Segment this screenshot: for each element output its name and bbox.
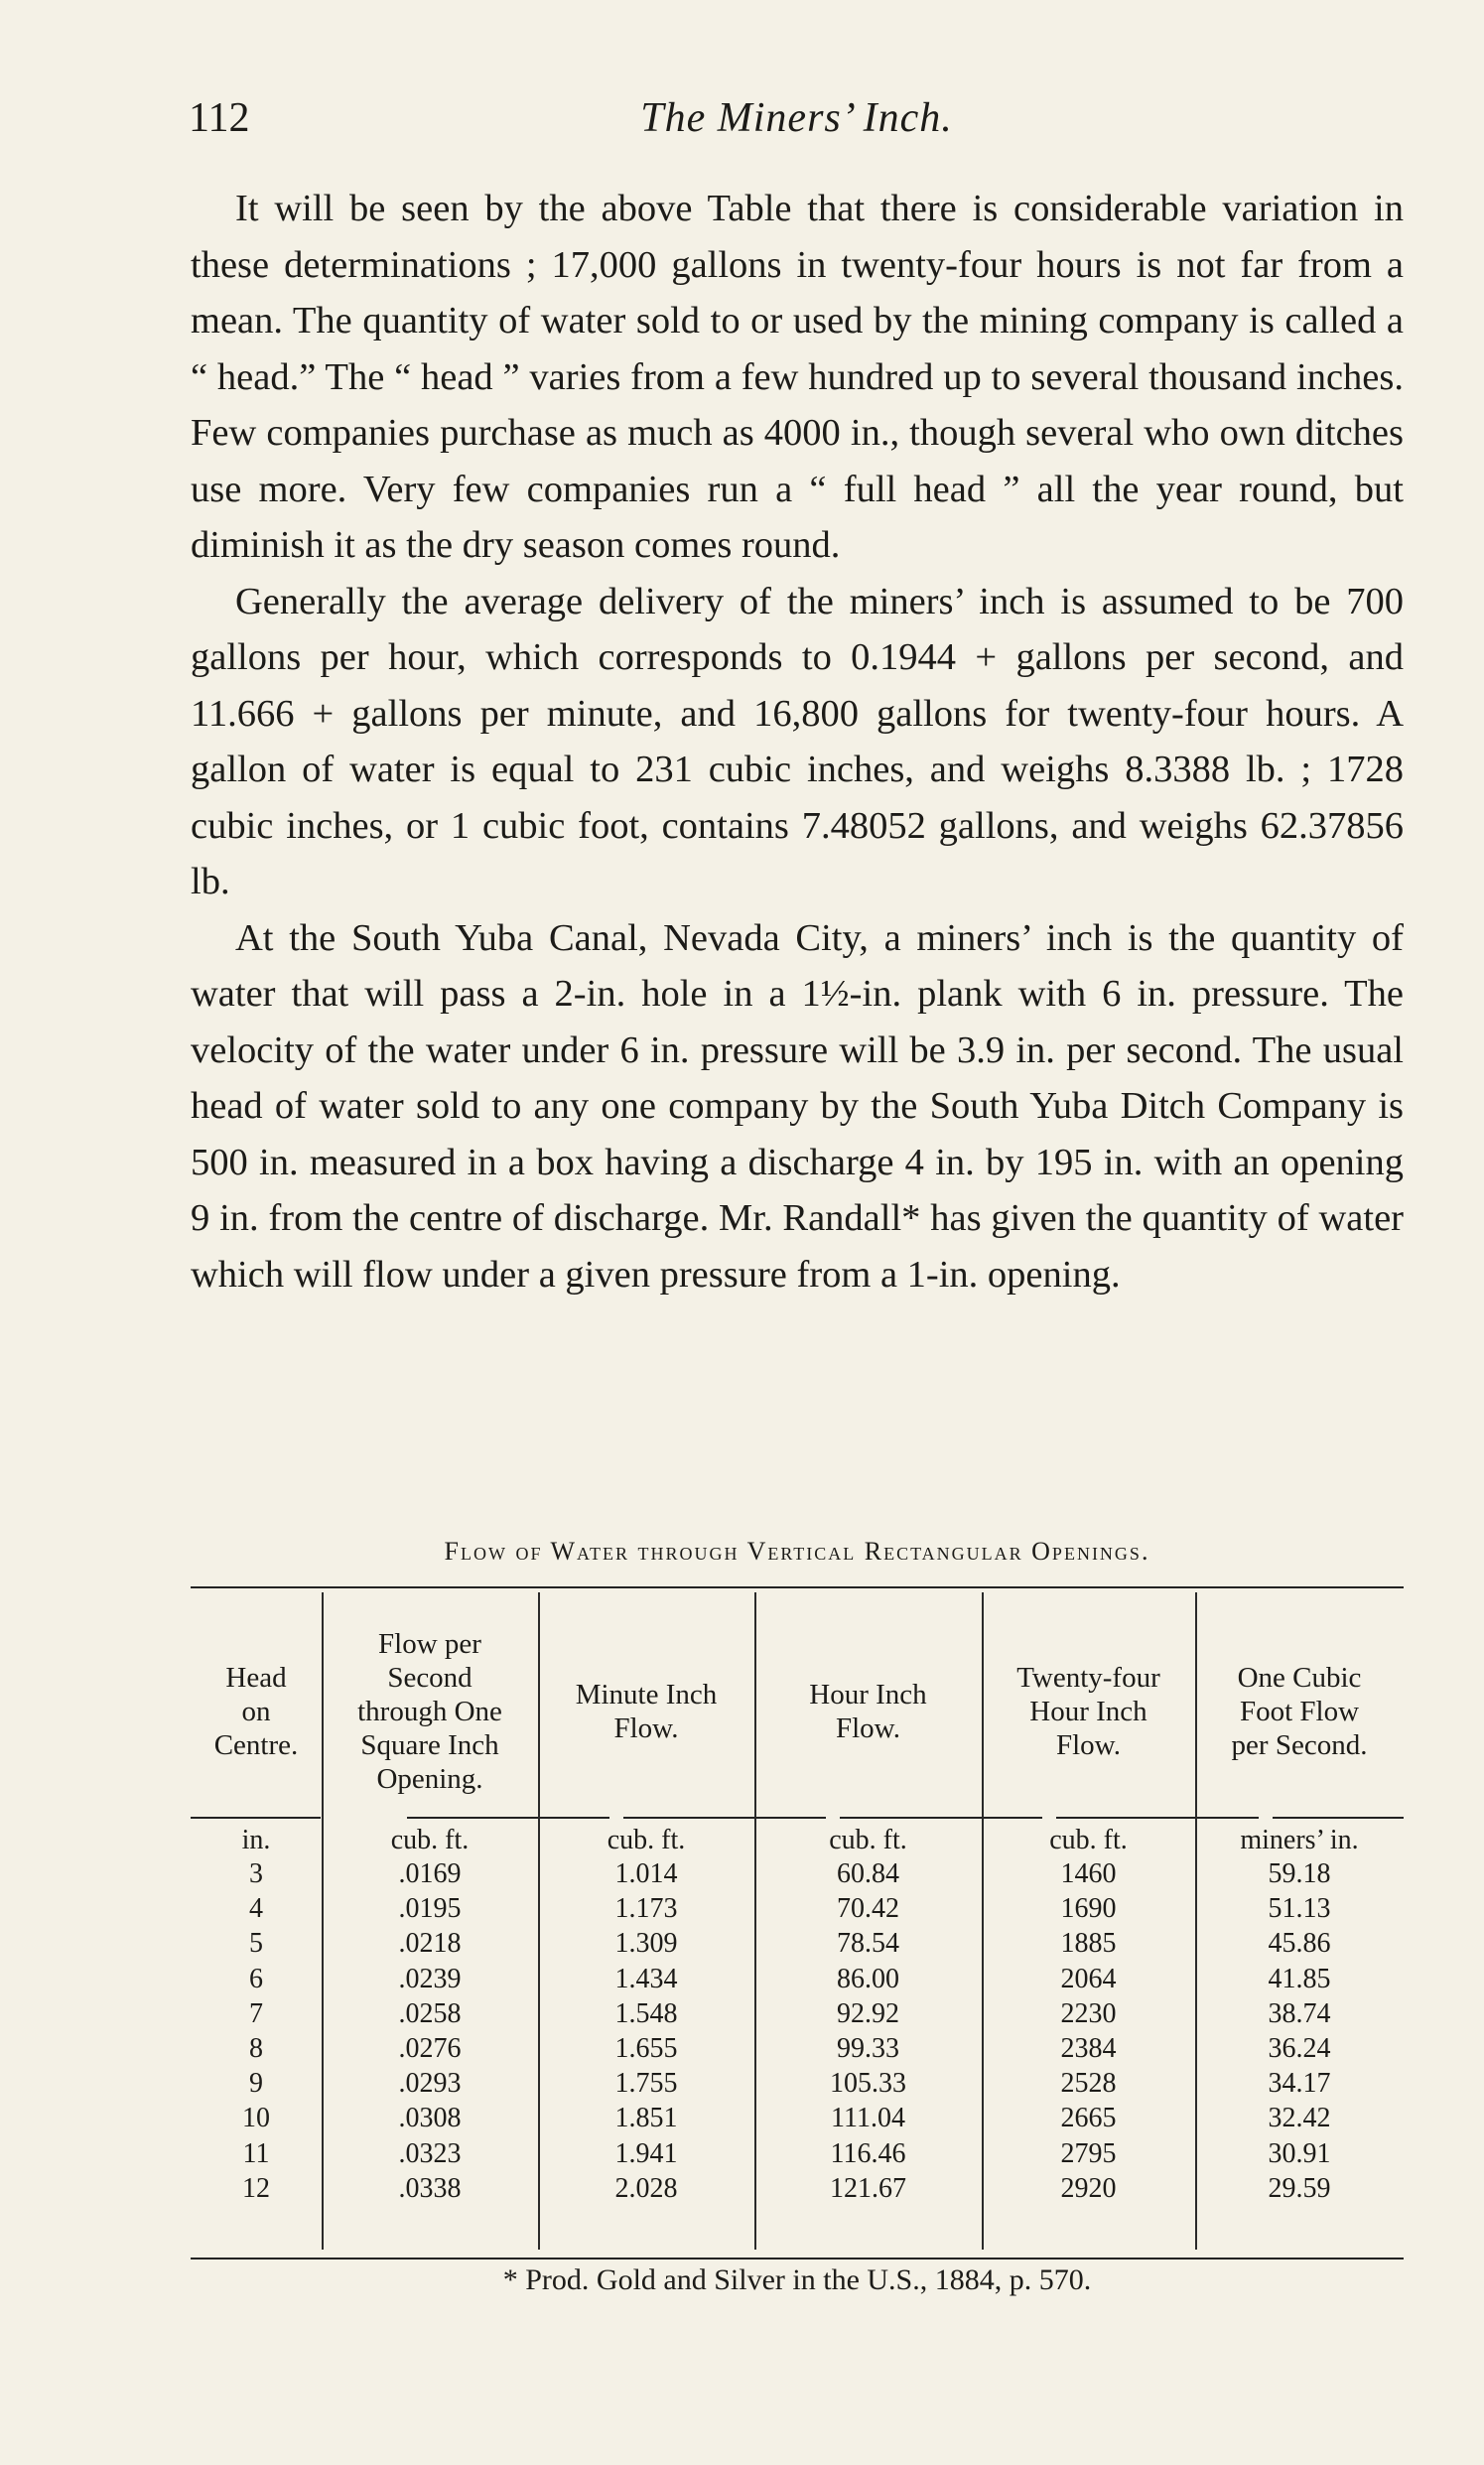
table-cell: 30.91 bbox=[1268, 2137, 1331, 2169]
column-header: Twenty-four Hour Inch Flow. bbox=[1016, 1662, 1160, 1761]
column-unit: cub. ft. bbox=[390, 1825, 470, 1855]
table-cell: 99.33 bbox=[837, 2032, 899, 2064]
paragraph: Generally the average delivery of the miners’ inch is assumed to be 700 gallons per hour, which corresponds to 0.1944 + gallons per second, and 11.666 + gallons per minute, and 16,800 gallons for twenty-four hours. A gallon of water is equal to 231 cubic inches, and weighs 8.3388 lb. ; 1728 cubic inches, or 1 cubic foot, contains 7.48052 gallons, and weighs 62.37856 lb. bbox=[191, 580, 1404, 902]
column-header: Head on Centre. bbox=[213, 1662, 299, 1761]
footnote: * Prod. Gold and Silver in the U.S., 1884, p. 570. bbox=[502, 2263, 1092, 2296]
paragraph: It will be seen by the above Table that there is considerable variation in these determinations ; 17,000 gallons in twenty-four hours is not far from a mean. The quantity of water sold to or used by the mining company is called a “ head.” The “ head ” varies from a few hundred up to several thousand inches. Few companies purchase as much as 4000 in., though several who own ditches use more. Very few companies run a “ full head ” all the year round, but diminish it as the dry season comes round. bbox=[191, 188, 1404, 566]
table-cell: .0293 bbox=[398, 2068, 462, 2100]
column-minute-inch-flow bbox=[538, 1586, 754, 2258]
column-values bbox=[322, 1856, 538, 2206]
table-cell: 45.86 bbox=[1268, 1928, 1331, 1960]
table-cell: .0323 bbox=[398, 2137, 462, 2169]
column-header: One Cubic Foot Flow per Second. bbox=[1231, 1662, 1368, 1761]
table-cell: 5 bbox=[249, 1928, 263, 1960]
column-values bbox=[538, 1856, 754, 2206]
table-cell: 60.84 bbox=[837, 1858, 899, 1889]
table-cell: .0338 bbox=[398, 2172, 462, 2204]
column-header: Flow per Second through One Square Inch Opening. bbox=[357, 1628, 502, 1795]
table-cell: 1.434 bbox=[614, 1963, 678, 1994]
column-header: Hour Inch Flow. bbox=[809, 1679, 927, 1744]
table-cell: 111.04 bbox=[831, 2103, 905, 2134]
table-cell: 12 bbox=[242, 2172, 270, 2204]
column-values bbox=[191, 1856, 322, 2206]
column-flow-per-second bbox=[322, 1586, 538, 2258]
table-cell: .0169 bbox=[398, 1858, 462, 1889]
table-cell: 1.755 bbox=[614, 2068, 678, 2100]
table-cell: 41.85 bbox=[1268, 1963, 1331, 1994]
table-cell: .0239 bbox=[398, 1963, 462, 1994]
column-unit: cub. ft. bbox=[607, 1825, 686, 1855]
table-cell: 32.42 bbox=[1268, 2103, 1331, 2134]
table-cell: 11 bbox=[242, 2137, 270, 2169]
body-text bbox=[191, 181, 1404, 1302]
column-unit: cub. ft. bbox=[1049, 1825, 1128, 1855]
table-cell: 2230 bbox=[1060, 1997, 1117, 2029]
column-values bbox=[982, 1856, 1195, 2206]
column-unit: cub. ft. bbox=[829, 1825, 907, 1855]
table-cell: 1.014 bbox=[614, 1858, 678, 1889]
table-bottom-rule bbox=[191, 2258, 1404, 2260]
table-cell: 2.028 bbox=[614, 2172, 678, 2204]
table-cell: 6 bbox=[249, 1963, 263, 1994]
column-cubic-foot-flow bbox=[1195, 1586, 1404, 2258]
table-cell: 1.941 bbox=[614, 2137, 678, 2169]
table-cell: 2920 bbox=[1060, 2172, 1117, 2204]
table-cell: .0218 bbox=[398, 1928, 462, 1960]
table-cell: 10 bbox=[242, 2103, 270, 2134]
table-cell: 59.18 bbox=[1268, 1858, 1331, 1889]
table-cell: 36.24 bbox=[1268, 2032, 1331, 2064]
table-cell: 92.92 bbox=[837, 1997, 899, 2029]
table-cell: .0258 bbox=[398, 1997, 462, 2029]
table-cell: 1.548 bbox=[614, 1997, 678, 2029]
table-cell: 1.173 bbox=[614, 1893, 678, 1925]
column-hour-inch-flow bbox=[754, 1586, 982, 2258]
table-cell: 2795 bbox=[1060, 2137, 1117, 2169]
table-cell: 1885 bbox=[1060, 1928, 1117, 1960]
table-cell: 121.67 bbox=[830, 2172, 906, 2204]
table-cell: 51.13 bbox=[1268, 1893, 1331, 1925]
table-cell: 29.59 bbox=[1268, 2172, 1331, 2204]
column-head-on-centre bbox=[191, 1586, 322, 2258]
table-cell: 3 bbox=[249, 1858, 263, 1889]
table-cell: 70.42 bbox=[837, 1893, 899, 1925]
table-cell: 8 bbox=[249, 2032, 263, 2064]
table-cell: 7 bbox=[249, 1997, 263, 2029]
column-unit: in. bbox=[241, 1825, 271, 1855]
table-cell: 38.74 bbox=[1268, 1997, 1331, 2029]
column-values bbox=[1195, 1856, 1404, 2206]
table-cell: 1.309 bbox=[614, 1928, 678, 1960]
table-cell: 2384 bbox=[1060, 2032, 1117, 2064]
table-cell: .0276 bbox=[398, 2032, 462, 2064]
paragraph: At the South Yuba Canal, Nevada City, a miners’ inch is the quantity of water that will pass a 2-in. hole in a 1½-in. plank with 6 in. pressure. The velocity of the water under 6 in. pressure will be 3.9 in. per second. The usual head of water sold to any one company by the South Yuba Ditch Company is 500 in. measured in a box having a discharge 4 in. by 195 in. with an opening 9 in. from the centre of discharge. Mr. Randall* has given the quantity of water which will flow under a given pressure from a 1-in. opening. bbox=[191, 916, 1404, 1296]
table-cell: 2528 bbox=[1060, 2068, 1117, 2100]
table-cell: 4 bbox=[249, 1893, 263, 1925]
table-cell: .0195 bbox=[398, 1893, 462, 1925]
table-cell: 2064 bbox=[1060, 1963, 1117, 1994]
column-values bbox=[754, 1856, 982, 2206]
column-header: Minute Inch Flow. bbox=[575, 1679, 718, 1744]
table-cell: 1460 bbox=[1060, 1858, 1117, 1889]
table-caption: Flow of Water through Vertical Rectangular Openings. bbox=[444, 1537, 1150, 1566]
table-cell: .0308 bbox=[398, 2103, 462, 2134]
column-twenty-four-hour-flow bbox=[982, 1586, 1195, 2258]
table-cell: 116.46 bbox=[830, 2137, 906, 2169]
table-cell: 9 bbox=[249, 2068, 263, 2100]
page-number: 112 bbox=[189, 95, 250, 141]
running-title: The Miners’ Inch. bbox=[640, 95, 953, 141]
table-cell: 2665 bbox=[1060, 2103, 1117, 2134]
flow-table bbox=[191, 1586, 1404, 2261]
table-cell: 105.33 bbox=[830, 2068, 906, 2100]
table-cell: 34.17 bbox=[1268, 2068, 1331, 2100]
table-cell: 1.655 bbox=[614, 2032, 678, 2064]
column-unit: miners’ in. bbox=[1240, 1825, 1359, 1855]
table-cell: 78.54 bbox=[837, 1928, 899, 1960]
running-head bbox=[189, 94, 1405, 154]
table-cell: 86.00 bbox=[837, 1963, 899, 1994]
table-cell: 1.851 bbox=[614, 2103, 678, 2134]
table-cell: 1690 bbox=[1060, 1893, 1117, 1925]
